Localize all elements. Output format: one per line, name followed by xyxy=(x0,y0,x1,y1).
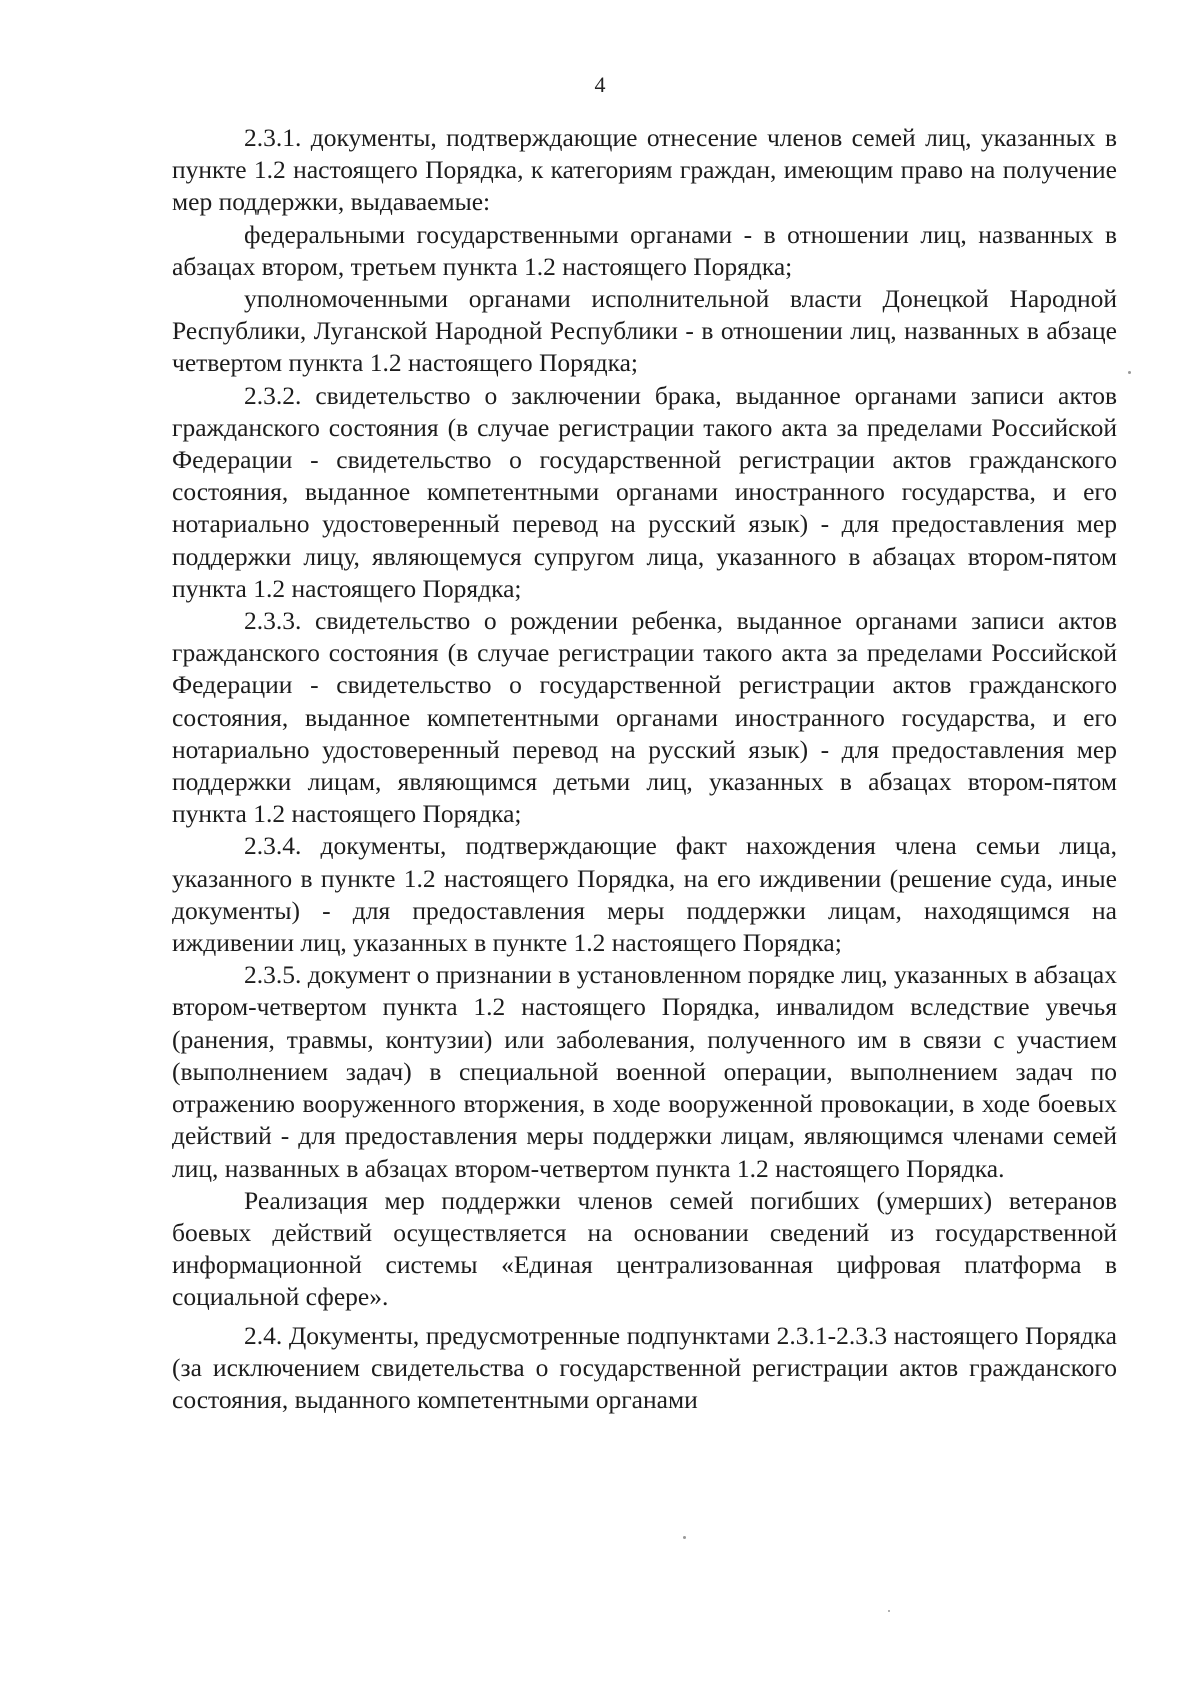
scan-speck xyxy=(683,1536,686,1539)
paragraph-2-3-1: 2.3.1. документы, подтверждающие отнесение членов семей лиц, указанных в пункте 1.2 настоящего Порядка, к категориям граждан, имеющим право на получение мер поддержки, выдаваемые: xyxy=(172,123,1117,217)
document-body xyxy=(172,122,1117,1416)
paragraph-federal-organs: федеральными государственными органами - в отношении лиц, названных в абзацах втором, третьем пункта 1.2 настоящего Порядка; xyxy=(172,219,1117,281)
paragraph-2-4: 2.4. Документы, предусмотренные подпунктами 2.3.1-2.3.3 настоящего Порядка (за исключением свидетельства о государственной регистрации актов гражданского состояния, выданного компетентными органами xyxy=(172,1320,1117,1414)
scan-speck xyxy=(1128,371,1131,374)
scan-speck xyxy=(888,1610,890,1612)
paragraph-2-3-5: 2.3.5. документ о признании в установленном порядке лиц, указанных в абзацах втором-четвертом пункта 1.2 настоящего Порядка, инвалидом вследствие увечья (ранения, травмы, контузии) или заболевания, полученного им в связи с участием (выполнением задач) в специальной военной операции, выполнением задач по отражению вооруженного вторжения, в ходе вооруженной провокации, в ходе боевых действий - для предоставления меры поддержки лицам, являющимся членами семей лиц, названных в абзацах втором-четвертом пункта 1.2 настоящего Порядка. xyxy=(172,960,1117,1183)
paragraph-2-3-4: 2.3.4. документы, подтверждающие факт нахождения члена семьи лица, указанного в пункте 1.2 настоящего Порядка, на его иждивении (решение суда, иные документы) - для предоставления меры поддержки лицам, находящимся на иждивении лиц, указанных в пункте 1.2 настоящего Порядка; xyxy=(172,831,1117,958)
paragraph-implementation: Реализация мер поддержки членов семей погибших (умерших) ветеранов боевых действий осуществляется на основании сведений из государственной информационной системы «Единая централизованная цифровая платформа в социальной сфере». xyxy=(172,1185,1117,1312)
paragraph-authorized-organs: уполномоченными органами исполнительной власти Донецкой Народной Республики, Луганской Народной Республики - в отношении лиц, названных в абзаце четвертом пункта 1.2 настоящего Порядка; xyxy=(172,284,1117,378)
paragraph-2-3-3: 2.3.3. свидетельство о рождении ребенка, выданное органами записи актов гражданского состояния (в случае регистрации такого акта за пределами Российской Федерации - свидетельство о государственной регистрации актов гражданского состояния, выданное компетентными органами иностранного государства, и его нотариально удостоверенный перевод на русский язык) - для предоставления мер поддержки лицам, являющимся детьми лиц, указанных в абзацах втором-пятом пункта 1.2 настоящего Порядка; xyxy=(172,606,1117,829)
page-number: 4 xyxy=(594,72,606,97)
paragraph-2-3-2: 2.3.2. свидетельство о заключении брака, выданное органами записи актов гражданского состояния (в случае регистрации такого акта за пределами Российской Федерации - свидетельство о государственной регистрации актов гражданского состояния, выданное компетентными органами иностранного государства, и его нотариально удостоверенный перевод на русский язык) - для предоставления мер поддержки лицу, являющемуся супругом лица, указанного в абзацах втором-пятом пункта 1.2 настоящего Порядка; xyxy=(172,380,1117,603)
